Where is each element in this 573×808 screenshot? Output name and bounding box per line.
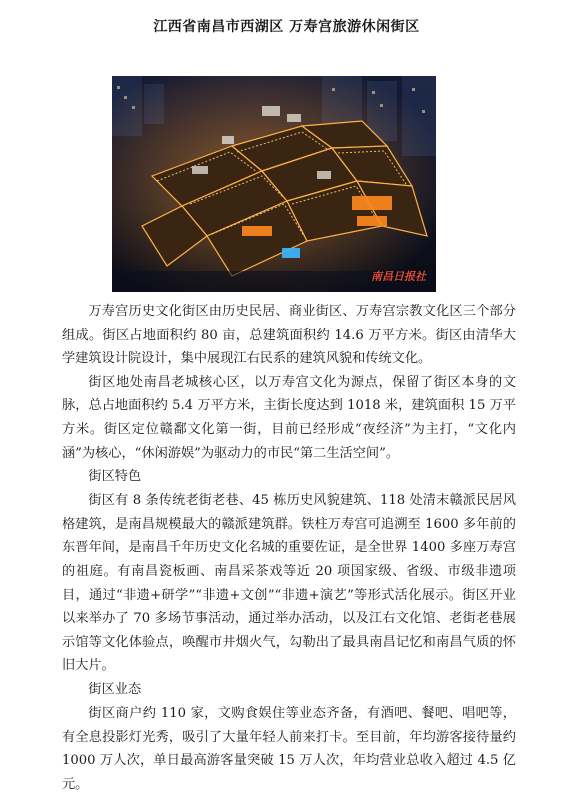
section-heading-business: 街区业态 bbox=[88, 681, 142, 697]
intro-paragraph-1: 万寿宫历史文化街区由历史民居、商业街区、万寿宫宗教文化区三个部分组成。街区占地面积约 80 亩，总建筑面积约 14.6 万平方米。街区由清华大学建筑设计院设计，集中展现江右民系的建筑风貌和传统文化。 bbox=[62, 304, 516, 367]
section-heading-features: 街区特色 bbox=[88, 469, 142, 485]
photo-watermark: 南昌日报社 bbox=[371, 270, 426, 283]
article-body bbox=[62, 300, 516, 796]
aerial-night-photo bbox=[112, 76, 436, 292]
business-paragraph: 街区商户约 110 家，文购食娱住等业态齐备，有酒吧、餐吧、唱吧等，有全息投影灯光秀，吸引了大量年轻人前来打卡。至目前，年均游客接待量约 1000 万人次，单日最高游客量突破 15 万人次，年均营业总收入超过 4.5 亿元。 bbox=[62, 705, 516, 792]
features-paragraph: 街区有 8 条传统老街老巷、45 栋历史风貌建筑、118 处清末赣派民居风格建筑，是南昌规模最大的赣派建筑群。铁柱万寿宫可追溯至 1600 多年前的东晋年间，是南昌千年历史文化名城的重要佐证，是全世界 1400 多座万寿宫的祖庭。有南昌瓷板画、南昌采茶戏等近 20 项国家级、省级、市级非遗项目，通过“非遗+研学”“非遗+文创”“非遗+演艺”等形式活化展示。街区开业以来举办了 70 多场节事活动，通过举办活动，以及江右文化馆、老街老巷展示馆等文化体验点，唤醒市井烟火气，勾勒出了最具南昌记忆和南昌气质的怀旧大片。 bbox=[62, 493, 516, 674]
photo-illustration bbox=[112, 76, 436, 292]
intro-paragraph-2: 街区地处南昌老城核心区，以万寿宫文化为源点，保留了街区本身的文脉，总占地面积约 5.4 万平方米，主街长度达到 1018 米，建筑面积 15 万平方米。街区定位赣鄱文化第一街，目前已经形成“夜经济”为主打，“文化内涵”为核心，“休闲游娱”为驱动力的市民“第二生活空间”。 bbox=[62, 374, 516, 461]
page-title: 江西省南昌市西湖区 万寿宫旅游休闲街区 bbox=[153, 19, 420, 35]
